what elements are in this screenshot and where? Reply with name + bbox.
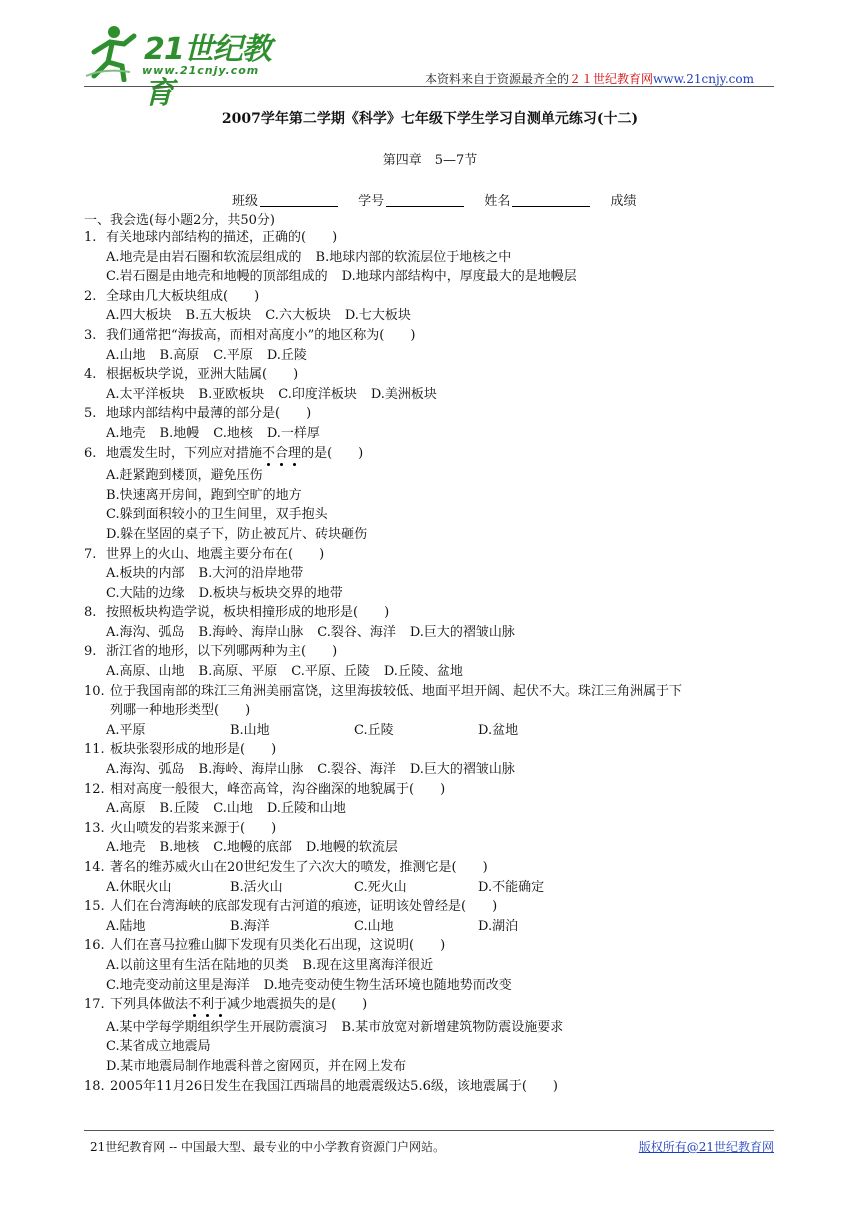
question-text: 著名的维苏威火山在20世纪发生了六次大的喷发，推测它是( ): [110, 860, 488, 875]
answer-option: A.地壳是由岩石圈和软流层组成的: [106, 249, 302, 265]
option-row: [84, 956, 784, 976]
question-stem: [84, 995, 784, 1015]
answer-option: B.快速离开房间，跑到空旷的地方: [106, 487, 302, 503]
question-15: [84, 897, 784, 936]
answer-option: B.某市放宽对新增建筑物防震设施要求: [341, 1019, 564, 1035]
answer-option: D.七大板块: [344, 308, 411, 324]
answer-option: D.盆地: [478, 722, 519, 738]
question-text: 位于我国南部的珠江三角洲美丽富饶，这里海拔较低、地面平坦开阔、起伏不大。珠江三角洲属于下: [110, 683, 683, 699]
answer-option: B.五大板块: [185, 308, 252, 324]
answer-option: A.地壳: [106, 425, 146, 441]
name-label: 姓名: [484, 194, 511, 209]
question-stem: [84, 740, 784, 760]
option-row: [84, 564, 784, 584]
answer-option: A.平原: [106, 722, 146, 738]
question-stem: [84, 603, 784, 623]
question-stem: [84, 936, 784, 956]
answer-option: D.地壳变动使生物生活环境也随地势而改变: [263, 977, 512, 993]
option-row: [84, 424, 784, 444]
question-text: 火山喷发的岩浆来源于( ): [110, 820, 277, 836]
question-8: [84, 603, 784, 642]
question-list: [84, 228, 784, 1096]
number-label: 学号: [358, 194, 385, 209]
answer-option: C.大陆的边缘: [106, 585, 185, 601]
score-label: 成绩: [610, 194, 637, 209]
question-stem: [84, 404, 784, 424]
question-10: [84, 682, 784, 741]
question-text: 按照板块构造学说，板块相撞形成的地形是( ): [106, 605, 390, 621]
answer-option: C.岩石圈是由地壳和地幔的顶部组成的: [106, 269, 328, 285]
question-number: 16.: [84, 938, 105, 954]
answer-option: A.休眠火山: [106, 879, 172, 895]
name-blank: [512, 193, 590, 207]
question-number: 6.: [84, 445, 97, 461]
answer-option: D.地球内部结构中，厚度最大的是地幔层: [341, 269, 577, 285]
answer-option: C.死火山: [354, 879, 407, 895]
answer-option: B.大河的沿岸地带: [198, 566, 304, 582]
answer-option: A.海沟、弧岛: [106, 624, 185, 640]
option-row: [84, 306, 784, 326]
document-subtitle: 第四章 5—7节: [382, 153, 478, 168]
running-figure-icon: [84, 22, 144, 82]
question-16: [84, 936, 784, 995]
question-text: 减少地震损失的是( ): [227, 997, 368, 1013]
question-number: 7.: [84, 546, 97, 562]
question-4: [84, 365, 784, 404]
answer-option: C.地幔的底部: [213, 840, 292, 856]
answer-option: A.某中学每学期组织学生开展防震演习: [106, 1019, 328, 1035]
question-stem: [84, 444, 784, 464]
question-3: [84, 326, 784, 365]
emphasis-text: 不合理: [262, 445, 302, 461]
option-row: [84, 838, 784, 858]
answer-option: A.地壳: [106, 840, 146, 856]
answer-option: A.以前这里有生活在陆地的贝类: [106, 957, 289, 973]
answer-option: C.某省成立地震局: [106, 1039, 211, 1055]
question-text: 人们在台湾海峡的底部发现有古河道的痕迹，证明该处曾经是( ): [110, 899, 498, 915]
option-row: [84, 976, 784, 996]
question-5: [84, 404, 784, 443]
question-14: [84, 858, 784, 897]
question-number: 1.: [84, 230, 97, 245]
emphasis-text: 不利于: [188, 997, 228, 1013]
answer-option: B.海洋: [230, 918, 270, 934]
question-stem: [84, 326, 784, 346]
option-row: [84, 878, 784, 898]
answer-option: B.地球内部的软流层位于地核之中: [315, 249, 512, 265]
option-row: [84, 346, 784, 366]
answer-option: C.裂谷、海洋: [317, 624, 396, 640]
footer-text: 21世纪教育网 -- 中国最大型、最专业的中小学教育资源门户网站。: [90, 1140, 446, 1154]
option-row: [84, 584, 784, 604]
answer-option: B.山地: [230, 722, 270, 738]
class-blank: [260, 193, 338, 207]
question-text: 全球由几大板块组成( ): [106, 288, 260, 304]
header-note: [425, 70, 754, 87]
question-text: 有关地球内部结构的描述，正确的( ): [106, 230, 338, 245]
question-text: 地球内部结构中最薄的部分是( ): [106, 406, 312, 422]
question-stem: [84, 780, 784, 800]
number-blank: [386, 193, 464, 207]
section-heading: 一、我会选(每小题2分，共50分): [84, 213, 275, 228]
answer-option: D.一样厚: [266, 425, 320, 441]
answer-option: B.地幔: [159, 425, 200, 441]
question-stem: [84, 858, 784, 878]
option-row: [84, 385, 784, 405]
question-stem: [84, 287, 784, 307]
option-row: [84, 466, 784, 486]
question-1: [84, 228, 784, 287]
option-row: [84, 486, 784, 506]
question-stem: [84, 1077, 784, 1097]
question-stem: [84, 228, 784, 248]
logo-wordmark: 21世纪教育: [144, 32, 271, 111]
option-row: [84, 721, 784, 741]
option-row: [84, 917, 784, 937]
question-stem: [84, 365, 784, 385]
question-stem: [84, 545, 784, 565]
answer-option: A.高原、山地: [106, 664, 185, 680]
answer-option: B.海岭、海岸山脉: [198, 624, 304, 640]
question-17: [84, 995, 784, 1076]
question-number: 13.: [84, 820, 105, 836]
answer-option: B.高原: [159, 347, 200, 363]
option-row: [84, 623, 784, 643]
question-18: [84, 1077, 784, 1097]
answer-option: B.地核: [159, 840, 200, 856]
answer-option: B.丘陵: [159, 801, 200, 817]
question-11: [84, 740, 784, 779]
answer-option: C.裂谷、海洋: [317, 762, 396, 778]
answer-option: B.现在这里离海洋很近: [302, 957, 434, 973]
answer-option: C.平原: [213, 347, 253, 363]
answer-option: C.山地: [213, 801, 253, 817]
answer-option: C.躲到面积较小的卫生间里，双手抱头: [106, 507, 328, 523]
answer-option: D.躲在坚固的桌子下，防止被瓦片、砖块砸伤: [106, 526, 368, 542]
footer-copyright-link[interactable]: 版权所有@21世纪教育网: [638, 1140, 774, 1154]
page-header: [0, 0, 860, 111]
answer-option: C.丘陵: [354, 722, 394, 738]
question-text: 相对高度一般很大，峰峦高耸，沟谷幽深的地貌属于( ): [110, 781, 446, 797]
answer-option: D.丘陵和山地: [266, 801, 346, 817]
header-note-site[interactable]: ２１世纪教育网: [569, 72, 654, 86]
document-title: 2007学年第二学期《科学》七年级下学生学习自测单元练习(十二): [221, 111, 639, 127]
question-text: 板块张裂形成的地形是( ): [110, 742, 277, 758]
question-text: 2005年11月26日发生在我国江西瑞昌的地震震级达5.6级，该地震属于( ): [110, 1078, 558, 1094]
answer-option: A.山地: [106, 347, 146, 363]
answer-option: B.活火山: [230, 879, 283, 895]
option-row: [84, 505, 784, 525]
question-12: [84, 780, 784, 819]
question-text: 根据板块学说，亚洲大陆属( ): [106, 367, 299, 383]
question-number: 11.: [84, 742, 105, 758]
answer-option: A.海沟、弧岛: [106, 762, 185, 778]
header-note-url[interactable]: www.21cnjy.com: [653, 72, 754, 86]
option-row: [84, 525, 784, 545]
answer-option: C.六大板块: [265, 308, 331, 324]
question-number: 14.: [84, 860, 105, 875]
answer-option: D.巨大的褶皱山脉: [409, 762, 515, 778]
answer-option: B.海岭、海岸山脉: [198, 762, 304, 778]
answer-option: D.巨大的褶皱山脉: [409, 624, 515, 640]
logo-url: www.21cnjy.com: [142, 64, 260, 77]
answer-option: D.湖泊: [478, 918, 519, 934]
question-text: 世界上的火山、地震主要分布在( ): [106, 546, 325, 562]
question-7: [84, 545, 784, 604]
option-row: [84, 1037, 784, 1057]
question-6: [84, 444, 784, 545]
header-note-prefix: 本资料来自于资源最齐全的: [425, 72, 570, 86]
question-number: 4.: [84, 367, 97, 383]
answer-option: A.高原: [106, 801, 146, 817]
question-number: 18.: [84, 1078, 105, 1094]
question-text: 下列具体做法: [110, 997, 189, 1013]
answer-option: D.美洲板块: [370, 386, 437, 402]
answer-option: D.丘陵: [266, 347, 307, 363]
answer-option: D.不能确定: [478, 879, 545, 895]
answer-option: C.平原、丘陵: [291, 664, 370, 680]
answer-option: C.山地: [354, 918, 394, 934]
answer-option: B.亚欧板块: [198, 386, 265, 402]
question-text: 我们通常把“海拔高，而相对高度小”的地区称为( ): [106, 327, 416, 343]
question-stem: [84, 642, 784, 662]
question-9: [84, 642, 784, 681]
question-13: [84, 819, 784, 858]
answer-option: A.四大板块: [106, 308, 172, 324]
answer-option: A.陆地: [106, 918, 146, 934]
header-divider: [84, 86, 774, 87]
site-logo: [84, 18, 284, 111]
answer-option: A.赶紧跑到楼顶，避免压伤: [106, 468, 263, 484]
question-number: 2.: [84, 288, 97, 304]
question-2: [84, 287, 784, 326]
answer-option: C.地壳变动前这里是海洋: [106, 977, 250, 993]
option-row: [84, 799, 784, 819]
question-number: 10.: [84, 683, 105, 699]
answer-option: D.丘陵、盆地: [383, 664, 463, 680]
student-info-line: [232, 190, 638, 209]
answer-option: D.地幔的软流层: [305, 840, 398, 856]
question-number: 9.: [84, 644, 97, 660]
question-stem: [84, 682, 784, 702]
answer-option: B.高原、平原: [198, 664, 278, 680]
question-text-continued: 列哪一种地形类型( ): [110, 703, 251, 719]
footer-divider: [84, 1130, 774, 1131]
answer-option: C.地核: [213, 425, 253, 441]
question-text: 地震发生时，下列应对措施: [106, 445, 263, 461]
class-label: 班级: [232, 194, 259, 209]
question-stem: [84, 819, 784, 839]
question-text: 浙江省的地形，以下列哪两种为主( ): [106, 644, 338, 660]
option-row: [84, 248, 784, 268]
answer-option: D.某市地震局制作地震科普之窗网页，并在网上发布: [106, 1058, 407, 1074]
question-number: 12.: [84, 781, 105, 797]
question-number: 15.: [84, 899, 105, 915]
option-row: [84, 662, 784, 682]
question-stem: [84, 897, 784, 917]
answer-option: C.印度洋板块: [278, 386, 357, 402]
option-row: [84, 267, 784, 287]
question-number: 8.: [84, 605, 97, 621]
option-row: [84, 1057, 784, 1077]
question-number: 3.: [84, 327, 97, 343]
option-row: [84, 1018, 784, 1038]
answer-option: A.板块的内部: [106, 566, 185, 582]
answer-option: A.太平洋板块: [106, 386, 185, 402]
answer-option: D.板块与板块交界的地带: [198, 585, 343, 601]
question-text: 的是( ): [301, 445, 364, 461]
question-number: 5.: [84, 406, 97, 422]
option-row: [84, 760, 784, 780]
question-number: 17.: [84, 997, 105, 1013]
question-text: 人们在喜马拉雅山脚下发现有贝类化石出现，这说明( ): [110, 938, 446, 954]
